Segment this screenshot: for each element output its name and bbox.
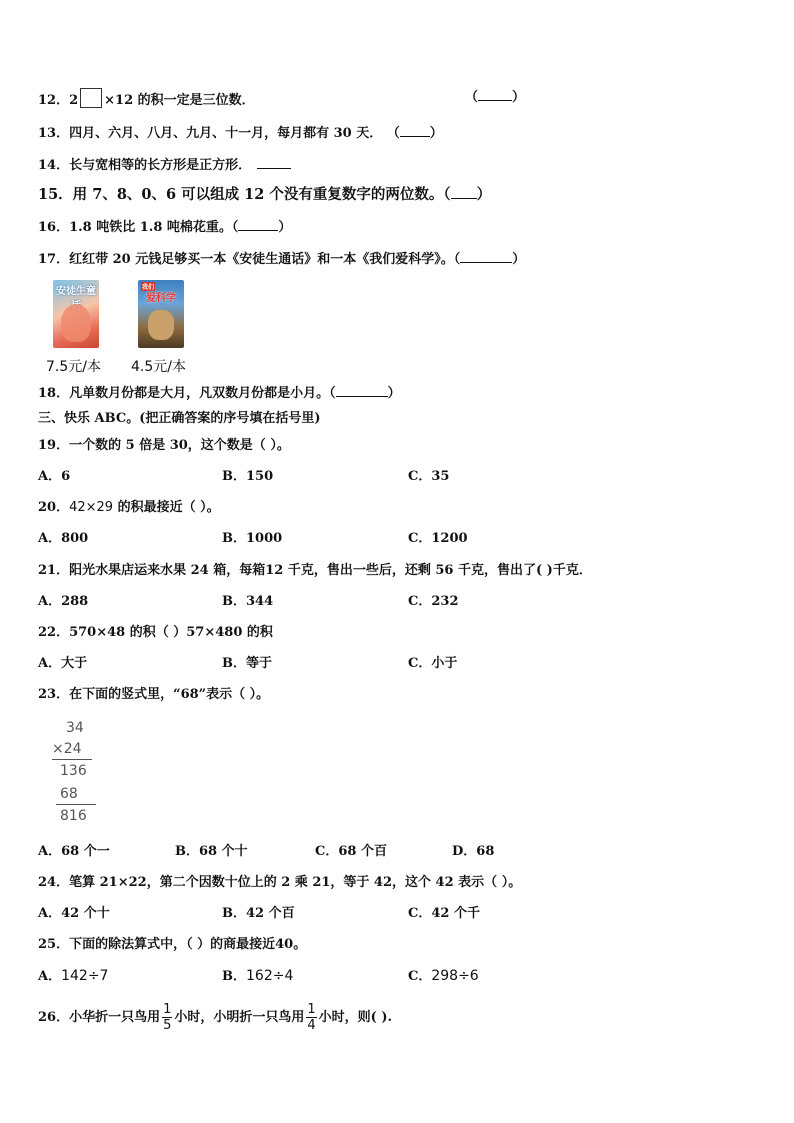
q21-option-c[interactable]: C．232	[408, 594, 459, 609]
q24-option-c[interactable]: C．42 个千	[408, 906, 480, 921]
question-23: 23．在下面的竖式里，“68”表示（ ）。	[38, 687, 270, 702]
question-15: 15．用 7、8、0、6 可以组成 12 个没有重复数字的两位数。（ ）	[38, 186, 492, 203]
book1-illustration	[61, 304, 91, 342]
q15-blank[interactable]	[451, 186, 477, 199]
question-25: 25．下面的除法算式中，（ ）的商最接近40。	[38, 937, 307, 952]
q25-option-c[interactable]: C．298÷6	[408, 968, 479, 984]
q17-blank[interactable]	[460, 250, 512, 263]
q23-option-d[interactable]: D．68	[452, 844, 495, 859]
question-22: 22．570×48 的积（ ）57×480 的积	[38, 625, 273, 640]
question-12	[38, 88, 255, 110]
q23-option-a[interactable]: A．68 个一	[38, 844, 110, 859]
q20-option-c[interactable]: C．1200	[408, 531, 468, 546]
q21-option-b[interactable]: B．344	[222, 594, 274, 609]
question-19: 19．一个数的 5 倍是 30，这个数是（ ）。	[38, 438, 290, 453]
q22-option-a[interactable]: A．大于	[38, 656, 88, 671]
q24-option-a[interactable]: A．42 个十	[38, 906, 110, 921]
section-3-title: 三、快乐 ABC。(把正确答案的序号填在括号里)	[38, 411, 321, 426]
question-24: 24．笔算 21×22，第二个因数十位上的 2 乘 21，等于 42，这个 42 表示（ ）。	[38, 875, 522, 890]
book1-title: 安徒生童	[56, 286, 96, 297]
q20-expression: 42×29	[69, 500, 114, 515]
fraction-one-fifth: $\frac{1}{5}$	[163, 1002, 172, 1033]
question-13: 13．四月、六月、八月、九月、十一月，每月都有 30 天． （ ）	[38, 126, 443, 141]
q14-blank[interactable]	[257, 156, 291, 169]
question-18: 18．凡单数月份都是大月，凡双数月份都是小月。（ ）	[38, 386, 401, 401]
q19-option-b[interactable]: B．150	[222, 469, 274, 484]
question-17: 17．红红带 20 元钱足够买一本《安徒生通话》和一本《我们爱科学》。（ ）	[38, 252, 526, 267]
vertical-row-partial-2: 68	[60, 786, 78, 802]
q12-prefix: 12．2	[38, 93, 79, 108]
q12-blank[interactable]	[478, 88, 512, 101]
book2-title: 爱科学	[146, 293, 176, 304]
book-cover-andersen	[53, 280, 99, 348]
q25-option-b[interactable]: B．162÷4	[222, 968, 294, 984]
question-21: 21．阳光水果店运来水果 24 箱，每箱12 千克，售出一些后，还剩 56 千克，售出了( )千克．	[38, 563, 592, 578]
q18-blank[interactable]	[336, 384, 388, 397]
book1-price: 7.5元/本	[46, 359, 101, 375]
vertical-rule-1	[52, 759, 92, 760]
q22-option-c[interactable]: C．小于	[408, 656, 458, 671]
vertical-row-multiplier: ×24	[52, 741, 82, 757]
question-26: 26．小华折一只鸟用 $\frac{1}{5}$ 小时，小明折一只鸟用 $\frac{1}{4}$ 小时，则( ).	[38, 1002, 393, 1033]
q13-blank[interactable]	[400, 124, 430, 137]
vertical-row-partial-1: 136	[60, 763, 87, 779]
q12-statement: ×12 的积一定是三位数．	[104, 93, 255, 108]
q22-option-b[interactable]: B．等于	[222, 656, 272, 671]
q20-option-b[interactable]: B．1000	[222, 531, 283, 546]
q24-option-b[interactable]: B．42 个百	[222, 906, 295, 921]
vertical-row-product: 816	[60, 808, 87, 824]
book2-price: 4.5元/本	[131, 359, 186, 375]
q21-option-a[interactable]: A．288	[38, 594, 89, 609]
q16-blank[interactable]	[238, 218, 278, 231]
q25-c-expression: 298÷6	[431, 968, 479, 984]
vertical-row-multiplicand: 34	[66, 720, 84, 736]
q19-option-c[interactable]: C．35	[408, 469, 450, 484]
q12-answer[interactable]: （ ）	[465, 90, 526, 105]
q12-digit-box[interactable]	[80, 88, 102, 108]
q20-option-a[interactable]: A．800	[38, 531, 89, 546]
question-20: 20．42×29 的积最接近（ ）。	[38, 500, 220, 515]
question-14: 14．长与宽相等的长方形是正方形．	[38, 156, 291, 175]
book2-illustration	[148, 310, 174, 340]
book-cover-science	[138, 280, 184, 348]
q25-b-expression: 162÷4	[246, 968, 294, 984]
q25-a-expression: 142÷7	[61, 968, 109, 984]
book2-top-label: 我们	[142, 284, 155, 291]
vertical-rule-2	[56, 804, 96, 805]
q23-option-b[interactable]: B．68 个十	[175, 844, 248, 859]
fraction-one-fourth: $\frac{1}{4}$	[307, 1002, 316, 1033]
q19-option-a[interactable]: A．6	[38, 469, 71, 484]
question-16: 16．1.8 吨铁比 1.8 吨棉花重。（ ）	[38, 220, 292, 235]
q23-option-c[interactable]: C．68 个百	[315, 844, 387, 859]
q25-option-a[interactable]: A．142÷7	[38, 968, 109, 984]
